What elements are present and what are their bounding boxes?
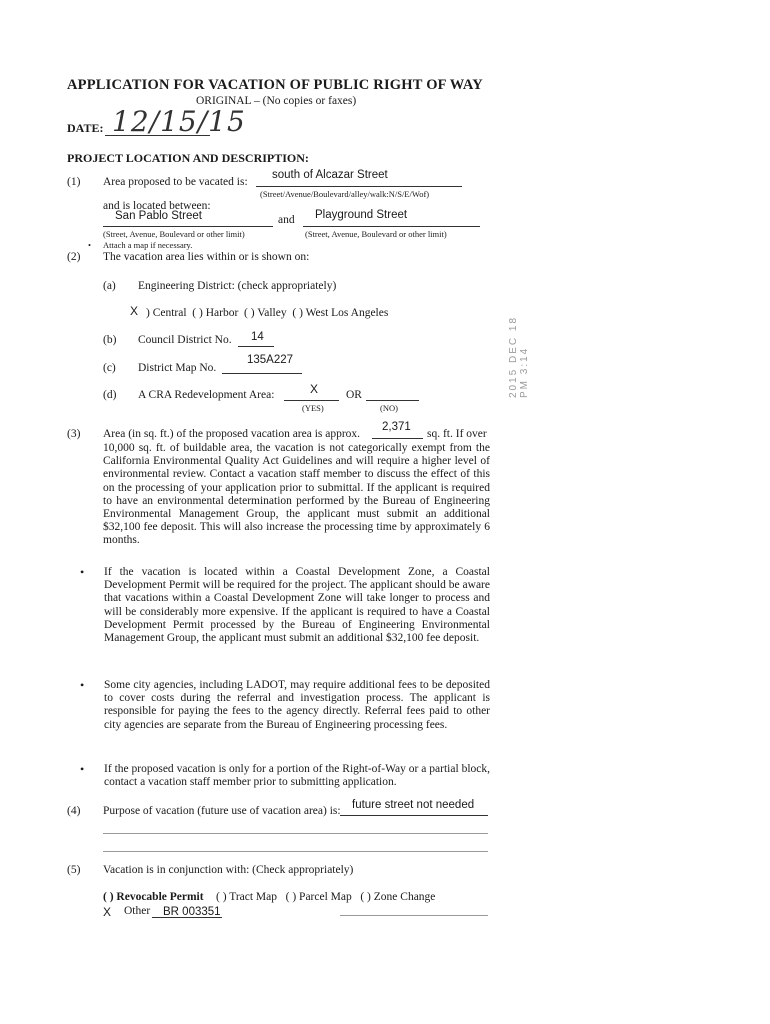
street2-caption: (Street, Avenue, Boulevard or other limit)	[305, 229, 447, 239]
area-underline	[372, 438, 423, 439]
form-title: APPLICATION FOR VACATION OF PUBLIC RIGHT OF WAY	[67, 77, 483, 93]
and-label: and	[278, 214, 295, 226]
item2d-letter: (d)	[103, 389, 117, 401]
conjunction-label: Vacation is in conjunction with: (Check appropriately)	[103, 864, 354, 876]
vacated-area-caption: (Street/Avenue/Boulevard/alley/walk:N/S/E/Wof)	[260, 189, 430, 199]
between-label: and is located between:	[103, 200, 211, 212]
district-map-field[interactable]: 135A227	[247, 354, 294, 366]
received-stamp: 2015 DEC 18 PM 3:14	[508, 315, 530, 398]
purpose-field[interactable]: future street not needed	[352, 799, 475, 811]
attach-bullet: •	[88, 240, 91, 250]
item1-label: Area proposed to be vacated is:	[103, 176, 248, 188]
street1-underline	[103, 226, 273, 227]
cra-label: A CRA Redevelopment Area:	[138, 389, 275, 401]
item2-label: The vacation area lies within or is shown on:	[103, 251, 310, 263]
cra-yes-caption: (YES)	[302, 403, 324, 413]
item3-number: (3)	[67, 428, 81, 440]
date-label: DATE:	[67, 121, 104, 135]
bullet-partial: If the proposed vacation is only for a portion of the Right-of-Way or a partial block, contact a vacation staff member prior to submitting application.	[104, 763, 490, 789]
bullet-dot-1: •	[80, 565, 85, 579]
district-options[interactable]: ) Central ( ) Harbor ( ) Valley ( ) West Los Angeles	[146, 307, 389, 319]
cra-yes-field[interactable]: X	[310, 382, 319, 396]
other-underline	[152, 917, 222, 918]
form-subtitle: ORIGINAL – (No copies or faxes)	[196, 95, 357, 107]
purpose-line-3	[103, 851, 488, 852]
date-underline	[105, 135, 210, 136]
purpose-label: Purpose of vacation (future use of vacation area) is:	[103, 805, 341, 817]
item2a-letter: (a)	[103, 280, 116, 292]
cra-no-caption: (NO)	[380, 403, 398, 413]
central-checkbox[interactable]: X	[130, 304, 139, 318]
engineering-district-label: Engineering District: (check appropriately)	[138, 280, 337, 292]
street1-caption: (Street, Avenue, Boulevard or other limit)	[103, 229, 245, 239]
other-label: Other	[124, 905, 151, 917]
other-field[interactable]: BR 003351	[163, 906, 221, 918]
bullet-dot-2: •	[80, 678, 85, 692]
street1-field[interactable]: San Pablo Street	[115, 210, 202, 222]
other-line-2	[340, 915, 488, 916]
area-paragraph: 10,000 sq. ft. of buildable area, the vacation is not categorically exempt from the California Environmental Quality Act Guidelines and will require a higher level of environmental review. Contact a vacation staff member to discuss the effect of this on the processing of your application prior to submittal. If the applicant is required to have an environmental determination performed by the Bureau of Engineering Environmental Management Group, the applicant must submit an additional $32,100 fee deposit. This will also increase the processing time by approximately 6 months.	[103, 442, 490, 547]
council-district-field[interactable]: 14	[251, 331, 264, 343]
district-map-label: District Map No.	[138, 362, 217, 374]
street2-underline	[303, 226, 480, 227]
district-map-underline	[222, 373, 302, 374]
item2c-letter: (c)	[103, 362, 116, 374]
cra-yes-underline	[284, 400, 339, 401]
revocable-permit-checkbox[interactable]: ( ) Revocable Permit	[103, 891, 204, 903]
area-text-after: sq. ft. If over	[427, 428, 487, 440]
item4-number: (4)	[67, 805, 81, 817]
area-text-before: Area (in sq. ft.) of the proposed vacation area is approx.	[103, 428, 361, 440]
item1-number: (1)	[67, 176, 81, 188]
council-district-underline	[238, 346, 274, 347]
section-heading: PROJECT LOCATION AND DESCRIPTION:	[67, 151, 309, 165]
vacated-area-underline	[256, 186, 462, 187]
purpose-line-2	[103, 833, 488, 834]
cra-no-underline	[366, 400, 419, 401]
item2-number: (2)	[67, 251, 81, 263]
bullet-coastal: If the vacation is located within a Coastal Development Zone, a Coastal Development Permit will be required for the project. The applicant should be aware that vacations within a Coastal Development Zone will take longer to process and will be considerably more expensive. If the applicant is required to have a Coastal Development Permit processed by the Bureau of Engineering Environmental Management Group, the applicant must submit an additional $32,100 fee deposit.	[104, 566, 490, 645]
cra-or-label: OR	[346, 389, 362, 401]
purpose-underline	[340, 815, 488, 816]
bullet-dot-3: •	[80, 762, 85, 776]
other-checkbox[interactable]: X	[103, 905, 112, 919]
item5-number: (5)	[67, 864, 81, 876]
area-field[interactable]: 2,371	[382, 421, 411, 433]
attach-note: Attach a map if necessary.	[103, 240, 193, 250]
item2b-letter: (b)	[103, 334, 117, 346]
bullet-fees: Some city agencies, including LADOT, may require additional fees to be deposited to cover costs during the referral and investigation process. The applicant is responsible for paying the fees to the agency directly. Referral fees paid to other city agencies are separate from the Bureau of Engineering processing fees.	[104, 679, 490, 731]
vacated-area-field[interactable]: south of Alcazar Street	[272, 169, 388, 181]
date-value[interactable]: 12/15/15	[112, 105, 246, 138]
street2-field[interactable]: Playground Street	[315, 209, 408, 221]
council-district-label: Council District No.	[138, 334, 232, 346]
conjunction-options[interactable]: ( ) Tract Map ( ) Parcel Map ( ) Zone Change	[216, 891, 436, 903]
